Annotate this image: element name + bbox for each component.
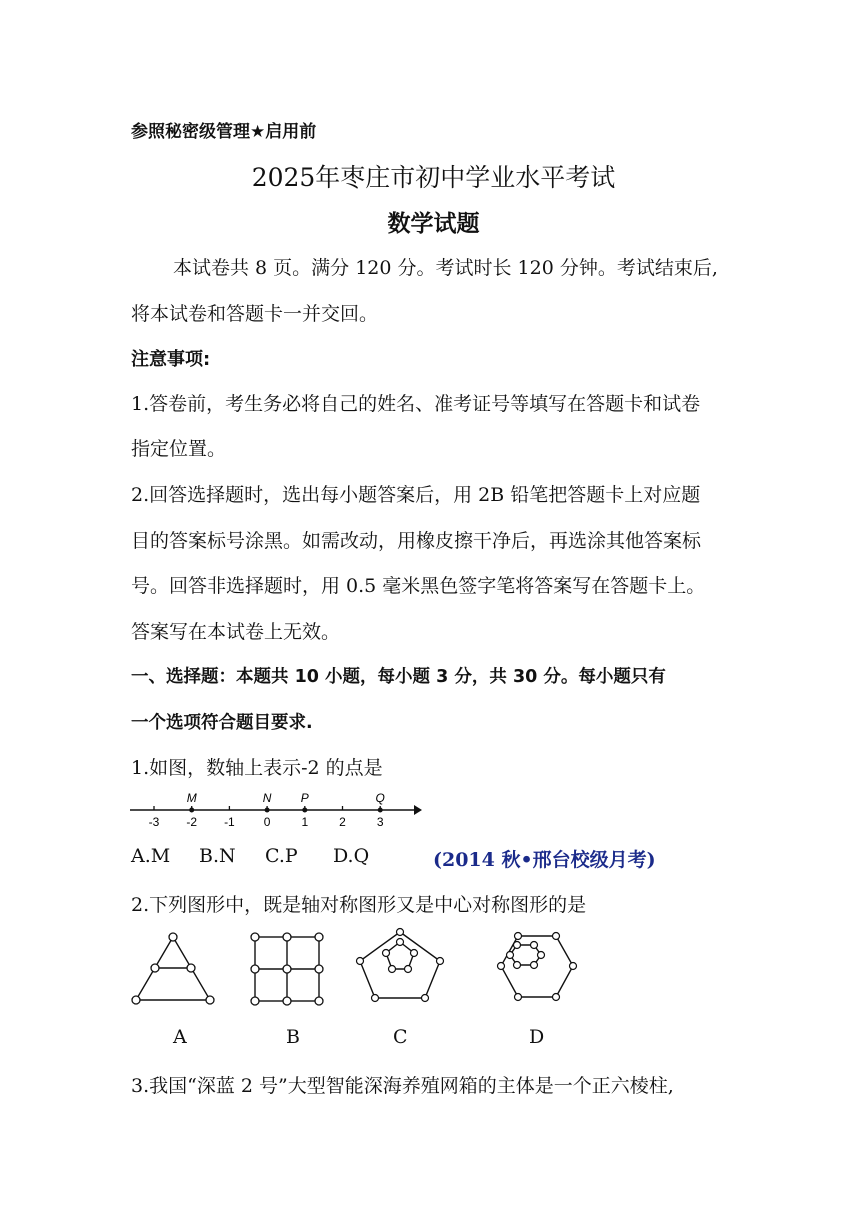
q1-option-a: A.M: [131, 845, 171, 867]
confidential-label: 参照秘密级管理★启用前: [131, 122, 317, 142]
number-line-tick-label: 1: [301, 815, 309, 829]
note-2-line-1: 2.回答选择题时，选出每小题答案后，用 2B 铅笔把答题卡上对应题: [131, 484, 701, 506]
number-line-point-label: M: [186, 791, 197, 805]
q1-option-d: D.Q: [333, 845, 370, 867]
section-1-heading-line-2: 一个选项符合题目要求.: [131, 713, 313, 733]
note-1-line-1: 1.答卷前，考生务必将自己的姓名、准考证号等填写在答题卡和试卷: [131, 393, 701, 415]
note-1-line-2: 指定位置。: [131, 438, 227, 460]
number-line-point: [189, 808, 194, 813]
number-line-tick-label: 3: [376, 815, 384, 829]
exam-title: 2025年枣庄市初中学业水平考试: [251, 163, 616, 192]
figure-label-d: D: [529, 1026, 545, 1048]
q1-option-b: B.N: [199, 845, 236, 867]
question-1-stem: 1.如图，数轴上表示-2 的点是: [131, 757, 383, 779]
number-line-figure: [130, 788, 430, 832]
number-line-tick-label: 0: [263, 815, 271, 829]
figure-b-grid: [248, 932, 328, 1008]
section-1-heading-line-1: 一、选择题：本题共 10 小题，每小题 3 分，共 30 分。每小题只有: [131, 667, 666, 687]
question-2-stem: 2.下列图形中，既是轴对称图形又是中心对称图形的是: [131, 894, 587, 916]
number-line-tick-label: -3: [148, 815, 160, 829]
figure-a-triangle: [128, 930, 218, 1010]
number-line-point-label: Q: [375, 791, 385, 805]
intro-line-2: 将本试卷和答题卡一并交回。: [131, 303, 379, 325]
number-line-tick-label: 2: [339, 815, 346, 829]
intro-line-1: 本试卷共 8 页。满分 120 分。考试时长 120 分钟。考试结束后,: [173, 257, 718, 279]
number-line-point-label: N: [262, 791, 272, 805]
figure-label-c: C: [393, 1026, 408, 1048]
note-2-line-4: 答案写在本试卷上无效。: [131, 621, 341, 643]
number-line-tick-label: -1: [224, 815, 235, 829]
question-3-stem: 3.我国“深蓝 2 号”大型智能深海养殖网箱的主体是一个正六棱柱,: [131, 1075, 674, 1097]
q1-source-tag: (2014 秋•邢台校级月考): [433, 849, 656, 871]
figure-c-pentagon: [350, 925, 450, 1010]
figure-label-b: B: [286, 1026, 300, 1048]
number-line-point: [265, 808, 270, 813]
exam-subtitle: 数学试题: [387, 211, 480, 237]
number-line-point: [302, 808, 307, 813]
notes-heading: 注意事项:: [131, 349, 211, 370]
figure-label-a: A: [173, 1026, 187, 1048]
note-2-line-2: 目的答案标号涂黑。如需改动，用橡皮擦干净后，再选涂其他答案标: [131, 530, 702, 552]
number-line-tick-label: -2: [186, 815, 198, 829]
q1-option-c: C.P: [265, 845, 298, 867]
note-2-line-3: 号。回答非选择题时，用 0.5 毫米黑色签字笔将答案写在答题卡上。: [131, 575, 706, 597]
number-line-point: [378, 808, 383, 813]
figure-d-hexagon: [493, 928, 583, 1008]
number-line-arrow: [414, 805, 422, 815]
number-line-point-label: P: [300, 791, 309, 805]
